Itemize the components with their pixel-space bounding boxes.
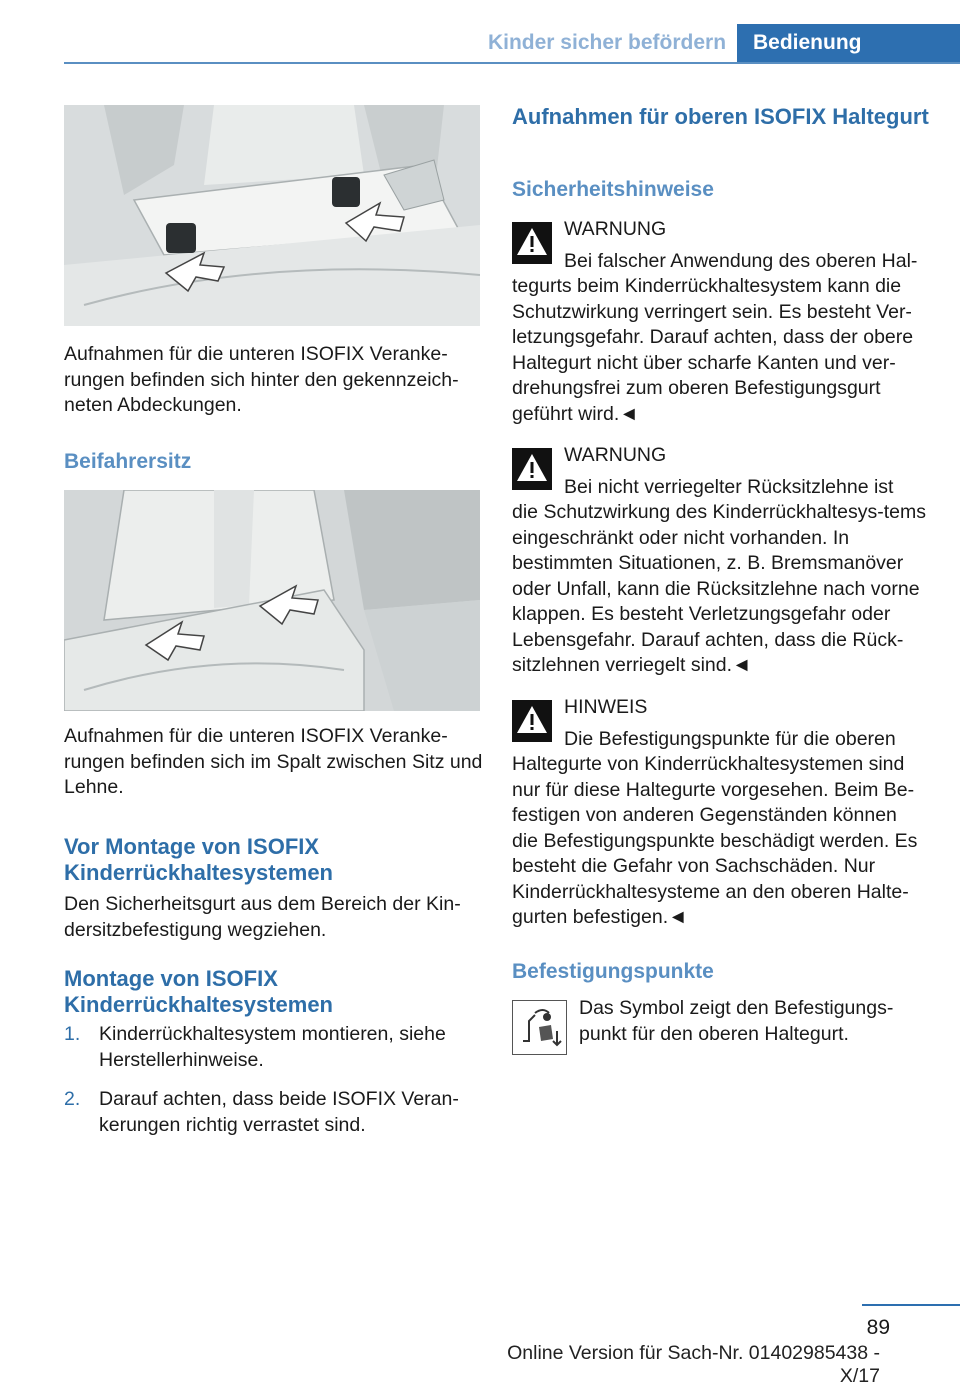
- warning-title: WARNUNG: [564, 444, 667, 466]
- warning-triangle-icon: [512, 222, 552, 264]
- caption-passenger-seat: Aufnahmen für die unteren ISOFIX Veranke-rungen befinden sich im Spalt zwischen Sitz und Lehne.: [64, 725, 483, 798]
- heading-montage: Montage von ISOFIX Kinderrückhaltesystemen: [64, 966, 333, 1017]
- warning-text-first-line: Bei nicht verriegelter Rücksitzlehne ist: [564, 476, 894, 498]
- page-number: 89: [866, 1316, 890, 1339]
- list-item: [64, 1087, 484, 1138]
- footer-rule: [862, 1304, 960, 1306]
- header-section-title: Kinder sicher befördern: [487, 31, 727, 54]
- passenger-seat-isofix-photo: [64, 490, 480, 711]
- step-text: Darauf achten, dass beide ISOFIX Veran-kerungen richtig verrastet sind.: [99, 1088, 459, 1136]
- rear-seat-isofix-photo: [64, 105, 480, 326]
- caption-rear-seat: Aufnahmen für die unteren ISOFIX Veranke-rungen befinden sich hinter den gekennzeich-neten Abdeckungen.: [64, 343, 459, 416]
- heading-vor-montage: Vor Montage von ISOFIX Kinderrückhaltesystemen: [64, 834, 333, 885]
- step-number: 1.: [64, 1023, 81, 1045]
- heading-beifahrersitz: Beifahrersitz: [64, 450, 192, 473]
- warning-text: die Schutzwirkung des Kinderrückhaltesys-tems eingeschränkt oder nicht vorhanden. In bestimmten Situationen, z. B. Bremsmanöver oder Unfall, kann die Rücksitzlehne nach vorne klappen. Es besteht Verletzungsgefahr oder Lebensgefahr. Darauf achten, dass die Rück-sitzlehnen verriegelt sind.◄: [512, 501, 927, 676]
- warning-text: tegurts beim Kinderrückhaltesystem kann die Schutzwirkung verringert sein. Es besteht Ver-letzungsgefahr. Darauf achten, dass der obere Haltegurt nicht über scharfe Kanten und ver-drehungsfrei zum oberen Befestigungsgurt geführt wird.◄: [512, 275, 914, 425]
- step-text: Kinderrückhaltesystem montieren, siehe Herstellerhinweise.: [99, 1023, 446, 1071]
- notice-text: Haltegurte von Kinderrückhaltesystemen sind nur für diese Haltegurte vorgesehen. Beim Be-festigen von anderen Gegenständen können die Befestigungspunkte beschädigt werden. Es besteht die Gefahr von Sachschäden. Nur Kinderrückhaltesysteme an den oberen Halte-gurten befestigen.◄: [512, 753, 918, 928]
- header-chapter-tab: Bedienung: [737, 24, 960, 62]
- warning-triangle-icon: [512, 448, 552, 490]
- child-seat-anchor-icon: [512, 1000, 567, 1055]
- text-befestigungspunkte: Das Symbol zeigt den Befestigungs-punkt für den oberen Haltegurt.: [579, 997, 894, 1045]
- notice-title: HINWEIS: [564, 696, 648, 718]
- warning-text-first-line: Bei falscher Anwendung des oberen Hal-: [564, 250, 918, 272]
- text-vor-montage: Den Sicherheitsgurt aus dem Bereich der Kin-dersitzbefestigung wegziehen.: [64, 893, 461, 941]
- heading-befestigungspunkte: Befestigungspunkte: [512, 960, 714, 983]
- header-rule: [64, 62, 960, 64]
- heading-oberer-haltegurt: Aufnahmen für oberen ISOFIX Haltegurt: [512, 104, 929, 129]
- warning-title: WARNUNG: [564, 218, 667, 240]
- montage-steps-list: [64, 1022, 484, 1152]
- notice-text-first-line: Die Befestigungspunkte für die oberen: [564, 728, 896, 750]
- heading-sicherheitshinweise: Sicherheitshinweise: [512, 178, 714, 201]
- footer-online-version: Online Version für Sach-Nr. 01402985438 - X/17: [507, 1342, 880, 1387]
- notice-triangle-icon: [512, 700, 552, 742]
- list-item: [64, 1022, 484, 1073]
- step-number: 2.: [64, 1088, 81, 1110]
